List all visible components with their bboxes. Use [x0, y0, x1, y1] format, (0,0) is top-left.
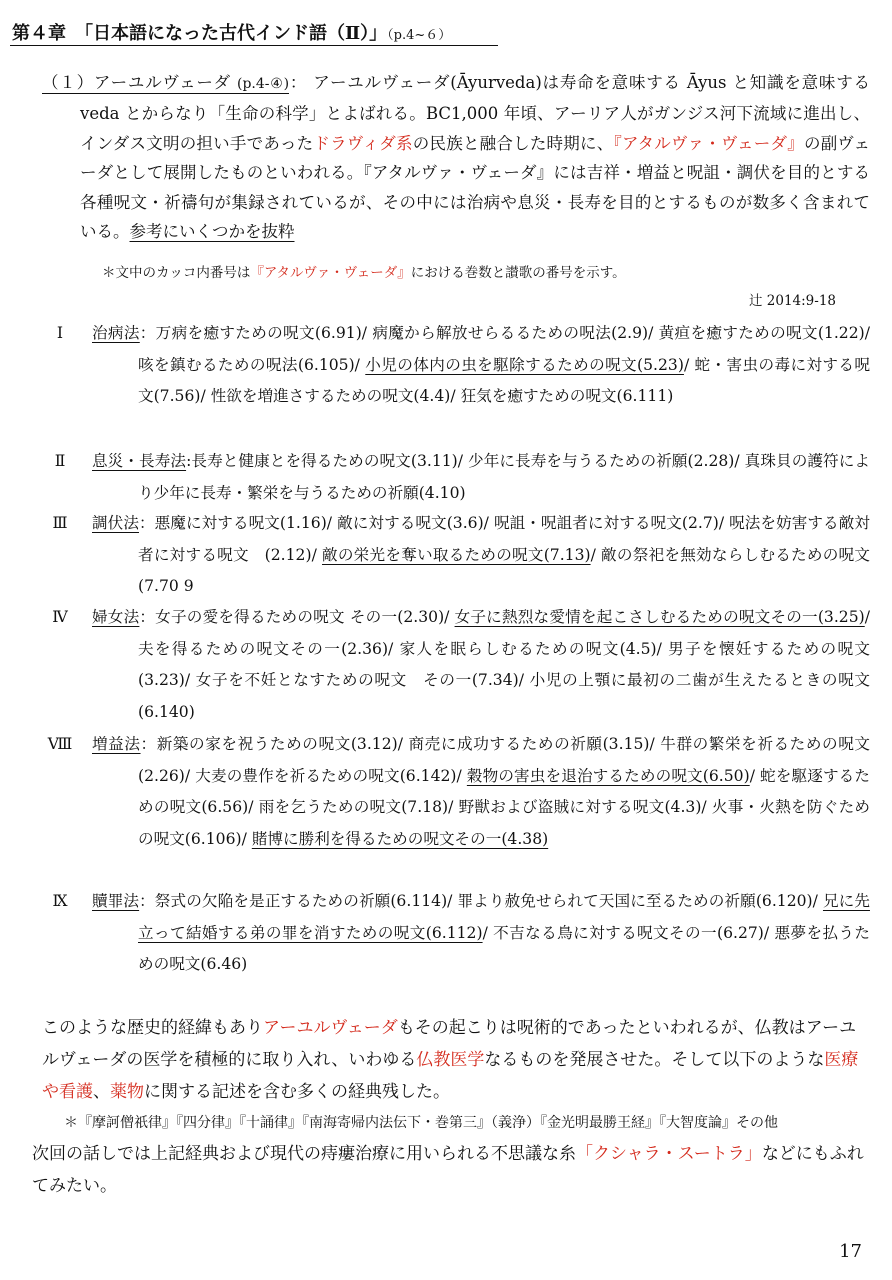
intro-text-2: の民族と融合した時期に、: [412, 133, 614, 153]
category-item-text: :長寿と健康とを得るための呪文(3.11)/ 少年に長寿を与うるための祈願(2.28)/ 真珠貝の護符により少年に長寿・繁栄を与うるための祈願(4.10): [138, 452, 870, 502]
category-item-text: ：女子の愛を得るための呪文 その一(2.30)/: [139, 608, 455, 626]
source-citation: 辻 2014:9-18: [748, 293, 836, 309]
category-text: [92, 602, 870, 729]
category-chofuku: [40, 508, 870, 603]
sutra-list-note: ＊『摩訶僧祇律』『四分律』『十誦律』『南海寄帰内法伝下・巻第三』（義浄）『金光明最勝王経』『大智度論』その他: [64, 1115, 778, 1131]
underlined-phrase: 穀物の害虫を退治するための呪文(6.50): [466, 766, 750, 785]
underlined-phrase: 女子に熱烈な愛情を起こさしむるための呪文その一(3.25): [454, 608, 865, 626]
closing-section: [32, 1012, 870, 1202]
section-heading-ref: (p.4-④): [237, 76, 290, 92]
note-atharva-veda: 『アタルヴァ・ヴェーダ』: [250, 265, 411, 281]
category-label: 息災・長寿法: [92, 452, 187, 470]
category-sokusai: [40, 446, 870, 509]
category-item-text: / 蛇を駆逐するための呪文(6.56)/ 雨を乞うための呪文(7.18)/ 野獣および盗賊に対する呪文(4.3)/ 火事・火熱を防ぐための呪文(6.106)/: [138, 766, 870, 849]
nursing-highlight: 医療や看護: [42, 1050, 859, 1102]
category-number: Ⅷ: [47, 735, 73, 753]
medicine-highlight: 薬物: [110, 1082, 144, 1102]
underlined-phrase: 賭博に勝利を得るための呪文その一(4.38): [251, 830, 549, 849]
atharva-veda-highlight: 『アタルヴァ・ヴェーダ』: [613, 133, 804, 153]
underlined-phrase: 小児の体内の虫を駆除するための呪文(5.23): [365, 355, 684, 374]
category-shokuzai: [40, 886, 870, 981]
category-item-text: ：悪魔に対する呪文(1.16)/ 敵に対する呪文(3.6)/ 呪詛・呪詛者に対する呪文(2.7)/ 呪法を妨害する敵対者に対する呪文 (2.12)/: [138, 514, 870, 564]
kshara-sutra-highlight: 「クシャラ・スートラ」: [576, 1144, 762, 1164]
category-number: Ⅳ: [52, 608, 68, 626]
category-number: Ⅱ: [54, 452, 66, 470]
chapter-underline: [10, 45, 498, 46]
buddhist-medicine-highlight: 仏教医学: [416, 1050, 485, 1070]
section-heading: （１）アーユルヴェーダ (p.4-④): [42, 73, 290, 92]
section-ayurveda: [42, 68, 870, 246]
category-text: [92, 318, 870, 413]
page-number: 17: [839, 1241, 862, 1262]
chapter-pages: （p.4~６）: [387, 28, 452, 43]
heading-colon: ：: [289, 73, 308, 92]
dravida-highlight: ドラヴィダ系: [313, 133, 413, 153]
category-item-text: ：祭式の欠陥を是正するための祈願(6.114)/ 罪より赦免せられて天国に至るための祈願(6.120)/: [139, 892, 823, 910]
category-label: 贖罪法: [92, 892, 140, 910]
excerpt-intro: 参考にいくつかを抜粋: [129, 222, 295, 242]
underlined-phrase: 敵の栄光を奪い取るための呪文(7.13): [322, 545, 591, 564]
next-topic-paragraph: 次回の話しでは上記経典および現代の痔瘻治療に用いられる不思議な糸「クシャラ・スートラ」などにもふれてみたい。: [32, 1144, 864, 1196]
category-text: [92, 446, 870, 509]
category-zoeki: [40, 729, 870, 856]
category-number: Ⅰ: [56, 324, 64, 342]
underlined-phrase: 兄に先立って結婚する弟の罪を消すための呪文(6.112): [138, 892, 870, 942]
category-item-text: /夫を得るための呪文その一(2.36)/ 家人を眠らしむるための呪文(4.5)/ 男子を懐妊するための呪文(3.23)/ 女子を不妊となすための呪文 その一(7.34)/ 小児の上顎に最初の二歯が生えたるときの呪文(6.140): [138, 608, 870, 722]
category-label: 調伏法: [92, 514, 139, 532]
category-label: 増益法: [92, 735, 141, 753]
category-text: [92, 729, 870, 856]
category-item-text: / 敵の祭祀を無効ならしむるための呪文(7.70 9: [138, 545, 870, 596]
category-chibyo: [40, 318, 870, 413]
intro-paragraph: [42, 68, 870, 246]
category-text: [92, 508, 870, 603]
citation-note: ＊文中のカッコ内番号は『アタルヴァ・ヴェーダ』における巻数と讃歌の番号を示す。: [102, 265, 626, 281]
chapter-heading: 第４章 「日本語になった古代インド語（Ⅱ）」: [12, 23, 388, 44]
category-label: 婦女法: [92, 608, 140, 626]
category-label: 治病法: [92, 324, 140, 342]
category-fujo: [40, 602, 870, 729]
category-number: Ⅲ: [52, 514, 68, 532]
category-number: Ⅸ: [52, 892, 68, 910]
category-item-text: ：万病を癒すための呪文(6.91)/ 病魔から解放せらるるための呪法(2.9)/ 黄疸を癒すための呪文(1.22)/ 咳を鎮むるための呪法(6.105)/: [138, 324, 870, 374]
category-item-text: ：新築の家を祝うための呪文(3.12)/ 商売に成功するための祈願(3.15)/ 牛群の繁栄を祈るための呪文(2.26)/ 大麦の豊作を祈るための呪文(6.142)/: [138, 735, 870, 785]
ayurveda-highlight: アーユルヴェーダ: [263, 1018, 398, 1038]
category-item-text: / 不吉なる鳥に対する呪文その一(6.27)/ 悪夢を払うための呪文(6.46): [138, 923, 871, 974]
category-text: [92, 886, 870, 981]
category-item-text: / 蛇・害虫の毒に対する呪文(7.56)/ 性欲を増進さするための呪文(4.4)/ 狂気を癒すための呪文(6.111): [138, 355, 870, 406]
intro-text-1: アーユルヴェーダ(Āyurveda)は寿命を意味する Āyus と知識を意味する veda とからなり「生命の科学」とよばれる。BC1,000 年頃、アーリア人がガンジス河下流域に進出し、インダス文明の担い手であった: [80, 73, 870, 153]
closing-paragraph: このような歴史的経緯もありアーユルヴェーダもその起こりは呪術的であったといわれるが、仏教はアーユルヴェーダの医学を積極的に取り入れ、いわゆる仏教医学なるものを発展させた。そして以下のような医療や看護、薬物に関する記述を含む多くの経典残した。: [42, 1018, 859, 1102]
intro-text-3: の副ヴェーダとして展開したものといわれる。『アタルヴァ・ヴェーダ』には吉祥・増益と呪詛・調伏を目的とする各種呪文・祈禱句が集録されているが、その中には治病や息災・長寿を目的とするものが数多く含まれている。: [80, 133, 870, 242]
